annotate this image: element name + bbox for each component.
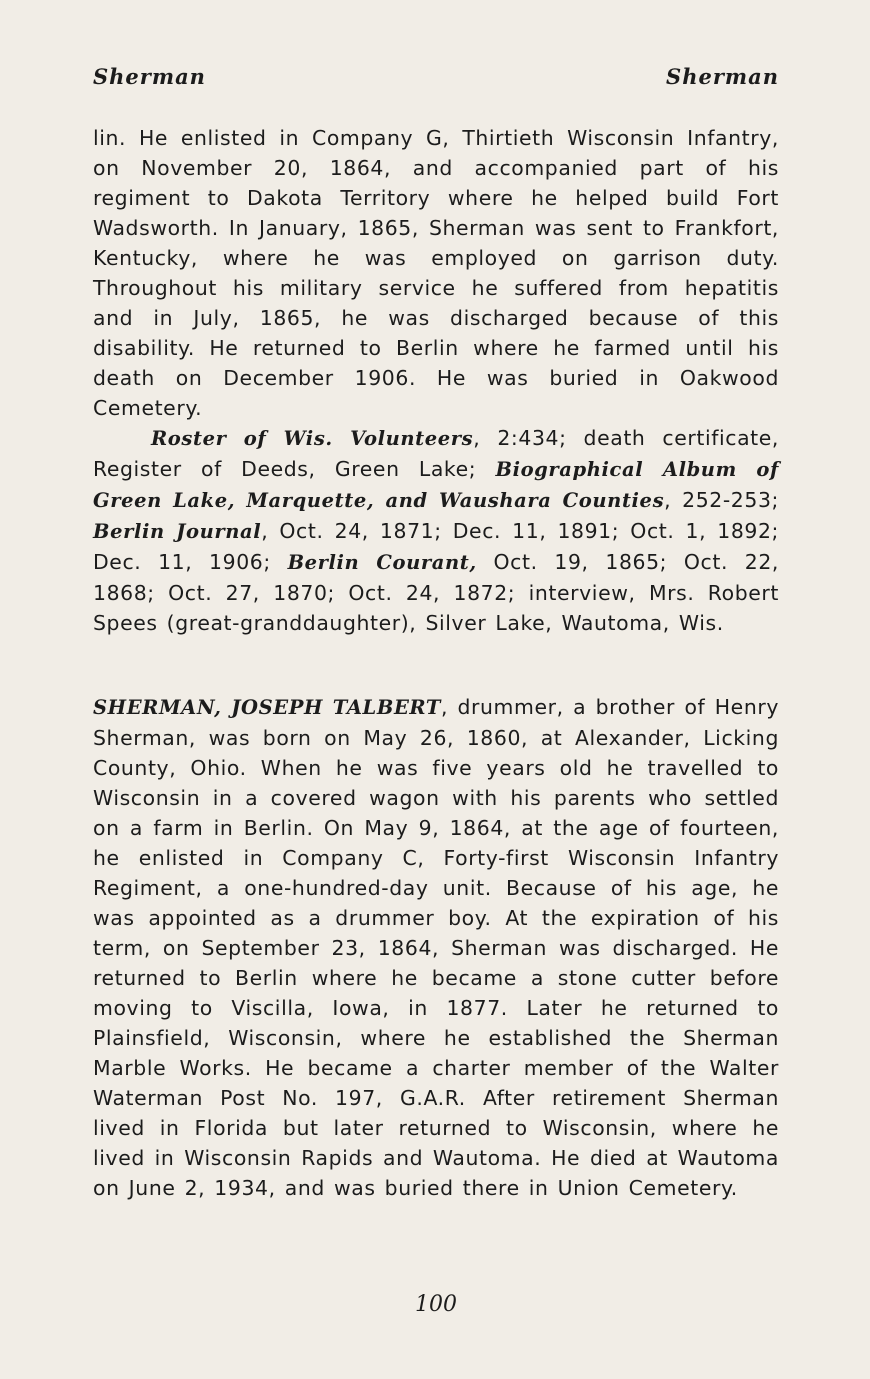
source-title-album: Biographical Album of Green Lake, Marquette, and Waushara Counties xyxy=(93,458,779,512)
page-number: 100 xyxy=(415,1292,457,1317)
source-text: , 2:434; death certificate, Register of Deeds, Green Lake; xyxy=(93,426,779,481)
entry-body xyxy=(93,692,779,1203)
source-title-courant: Berlin Courant, xyxy=(287,551,477,574)
entry-joseph-talbert-sherman xyxy=(93,692,779,1203)
entry-body: lin. He enlisted in Company G, Thirtieth Wisconsin Infantry, on November 20, 1864, and accompanied part of his regiment to Dakota Territory where he helped build Fort Wadsworth. In January, 1865, Sherman was sent to Frankfort, Kentucky, where he was employed on garrison duty. Throughout his military service he suffered from hepatitis and in July, 1865, he was discharged because of this disability. He returned to Berlin where he farmed until his death on December 1906. He was buried in Oakwood Cemetery. xyxy=(93,126,779,420)
source-title-journal: Berlin Journal xyxy=(93,520,262,543)
entry-name-heading: SHERMAN, JOSEPH TALBERT xyxy=(93,696,441,719)
sources-paragraph xyxy=(93,423,779,638)
running-head-right: Sherman xyxy=(666,64,779,89)
running-head xyxy=(93,64,779,94)
entry-henry-continued xyxy=(93,123,779,638)
source-text: , 252-253; xyxy=(664,488,779,512)
source-title-roster: Roster of Wis. Volunteers xyxy=(151,427,474,450)
source-text: Oct. 19, 1865; Oct. 22, 1868; Oct. 27, 1870; Oct. 24, 1872; interview, Mrs. Robert Spees (great-granddaughter), Silver Lake, Wautoma, Wis. xyxy=(93,550,780,635)
book-page xyxy=(93,0,779,1379)
source-text: , Oct. 24, 1871; Dec. 11, 1891; Oct. 1, 1892; Dec. 11, 1906; xyxy=(93,519,780,574)
entry-text: , drummer, a brother of Henry Sherman, was born on May 26, 1860, at Alexander, Licking County, Ohio. When he was five years old he travelled to Wisconsin in a covered wagon with his parents who settled on a farm in Berlin. On May 9, 1864, at the age of fourteen, he enlisted in Company C, Forty-first Wisconsin Infantry Regiment, a one-hundred-day unit. Because of his age, he was appointed as a drummer boy. At the expiration of his term, on September 23, 1864, Sherman was discharged. He returned to Berlin where he became a stone cutter before moving to Viscilla, Iowa, in 1877. Later he returned to Plainsfield, Wisconsin, where he established the Sherman Marble Works. He became a charter member of the Walter Waterman Post No. 197, G.A.R. After retirement Sherman lived in Florida but later returned to Wisconsin, where he lived in Wisconsin Rapids and Wautoma. He died at Wautoma on June 2, 1934, and was buried there in Union Cemetery. xyxy=(93,695,780,1200)
running-head-left: Sherman xyxy=(93,64,206,89)
